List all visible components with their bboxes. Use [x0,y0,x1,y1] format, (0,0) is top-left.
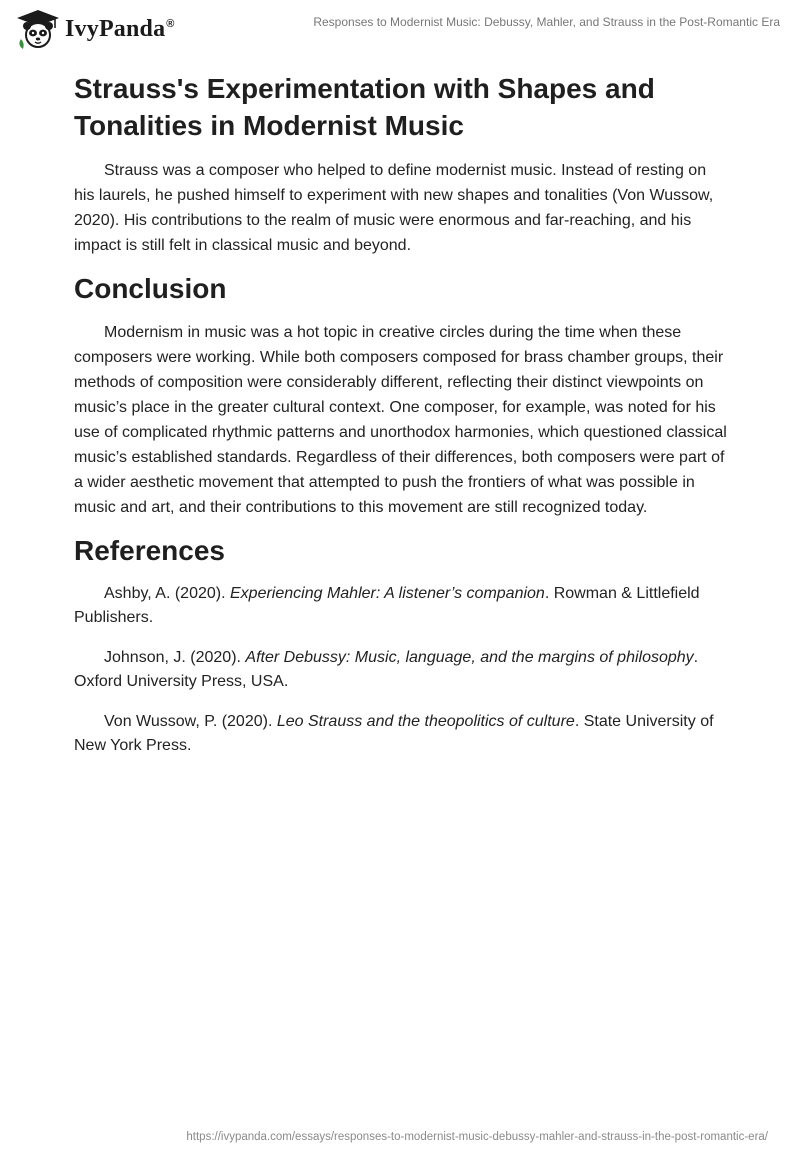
reference-publisher: . Rowman & Littlefield Publishers. [74,585,700,626]
document-body [74,70,730,774]
brand-name [65,16,175,43]
reference-title: Leo Strauss and the theopolitics of culture [276,713,575,730]
source-url-link[interactable]: https://ivypanda.com/essays/responses-to-modernist-music-debussy-mahler-and-strauss-in-the-post-romantic-era/ [186,1131,768,1143]
reference-item-ashby [74,582,730,630]
paragraph-conclusion: Modernism in music was a hot topic in creative circles during the time when these composers were working. While both composers composed for brass chamber groups, their methods of composition were considerably different, reflecting their distinct viewpoints on music’s place in the greater cultural context. One composer, for example, was noted for his use of complicated rhythmic patterns and unorthodox harmonies, which questioned classical music’s established standards. Regardless of their differences, both composers were part of a wider aesthetic movement that attempted to push the frontiers of what was possible in music and art, and their contributions to this movement are still recognized today. [74,324,727,516]
reference-author: Ashby, A. (2020). [104,585,230,602]
section-heading-references: References [74,535,225,566]
reference-author: Von Wussow, P. (2020). [104,713,277,730]
reference-item-von-wussow [74,710,730,758]
reference-title: Experiencing Mahler: A listener’s companion [230,585,545,602]
brand-wordmark: IvyPanda [65,15,166,42]
reference-title: After Debussy: Music, language, and the margins of philosophy [245,649,694,666]
section-heading-conclusion: Conclusion [74,273,227,304]
reference-item-johnson [74,646,730,694]
panda-graduate-icon [15,8,61,50]
reference-publisher: . State University of New York Press. [74,713,714,754]
running-header-title: Responses to Modernist Music: Debussy, Mahler, and Strauss in the Post-Romantic Era [313,15,780,29]
reference-author: Johnson, J. (2020). [104,649,246,666]
ivypanda-logo[interactable] [15,8,175,50]
paragraph-strauss: Strauss was a composer who helped to define modernist music. Instead of resting on his laurels, he pushed himself to experiment with new shapes and tonalities (Von Wussow, 2020). His contributions to the realm of music were enormous and far-reaching, and his impact is still felt in classical music and beyond. [74,162,714,254]
registered-mark: ® [166,17,175,30]
reference-publisher: . Oxford University Press, USA. [74,649,699,690]
section-heading-strauss: Strauss's Experimentation with Shapes and Tonalities in Modernist Music [74,73,655,141]
